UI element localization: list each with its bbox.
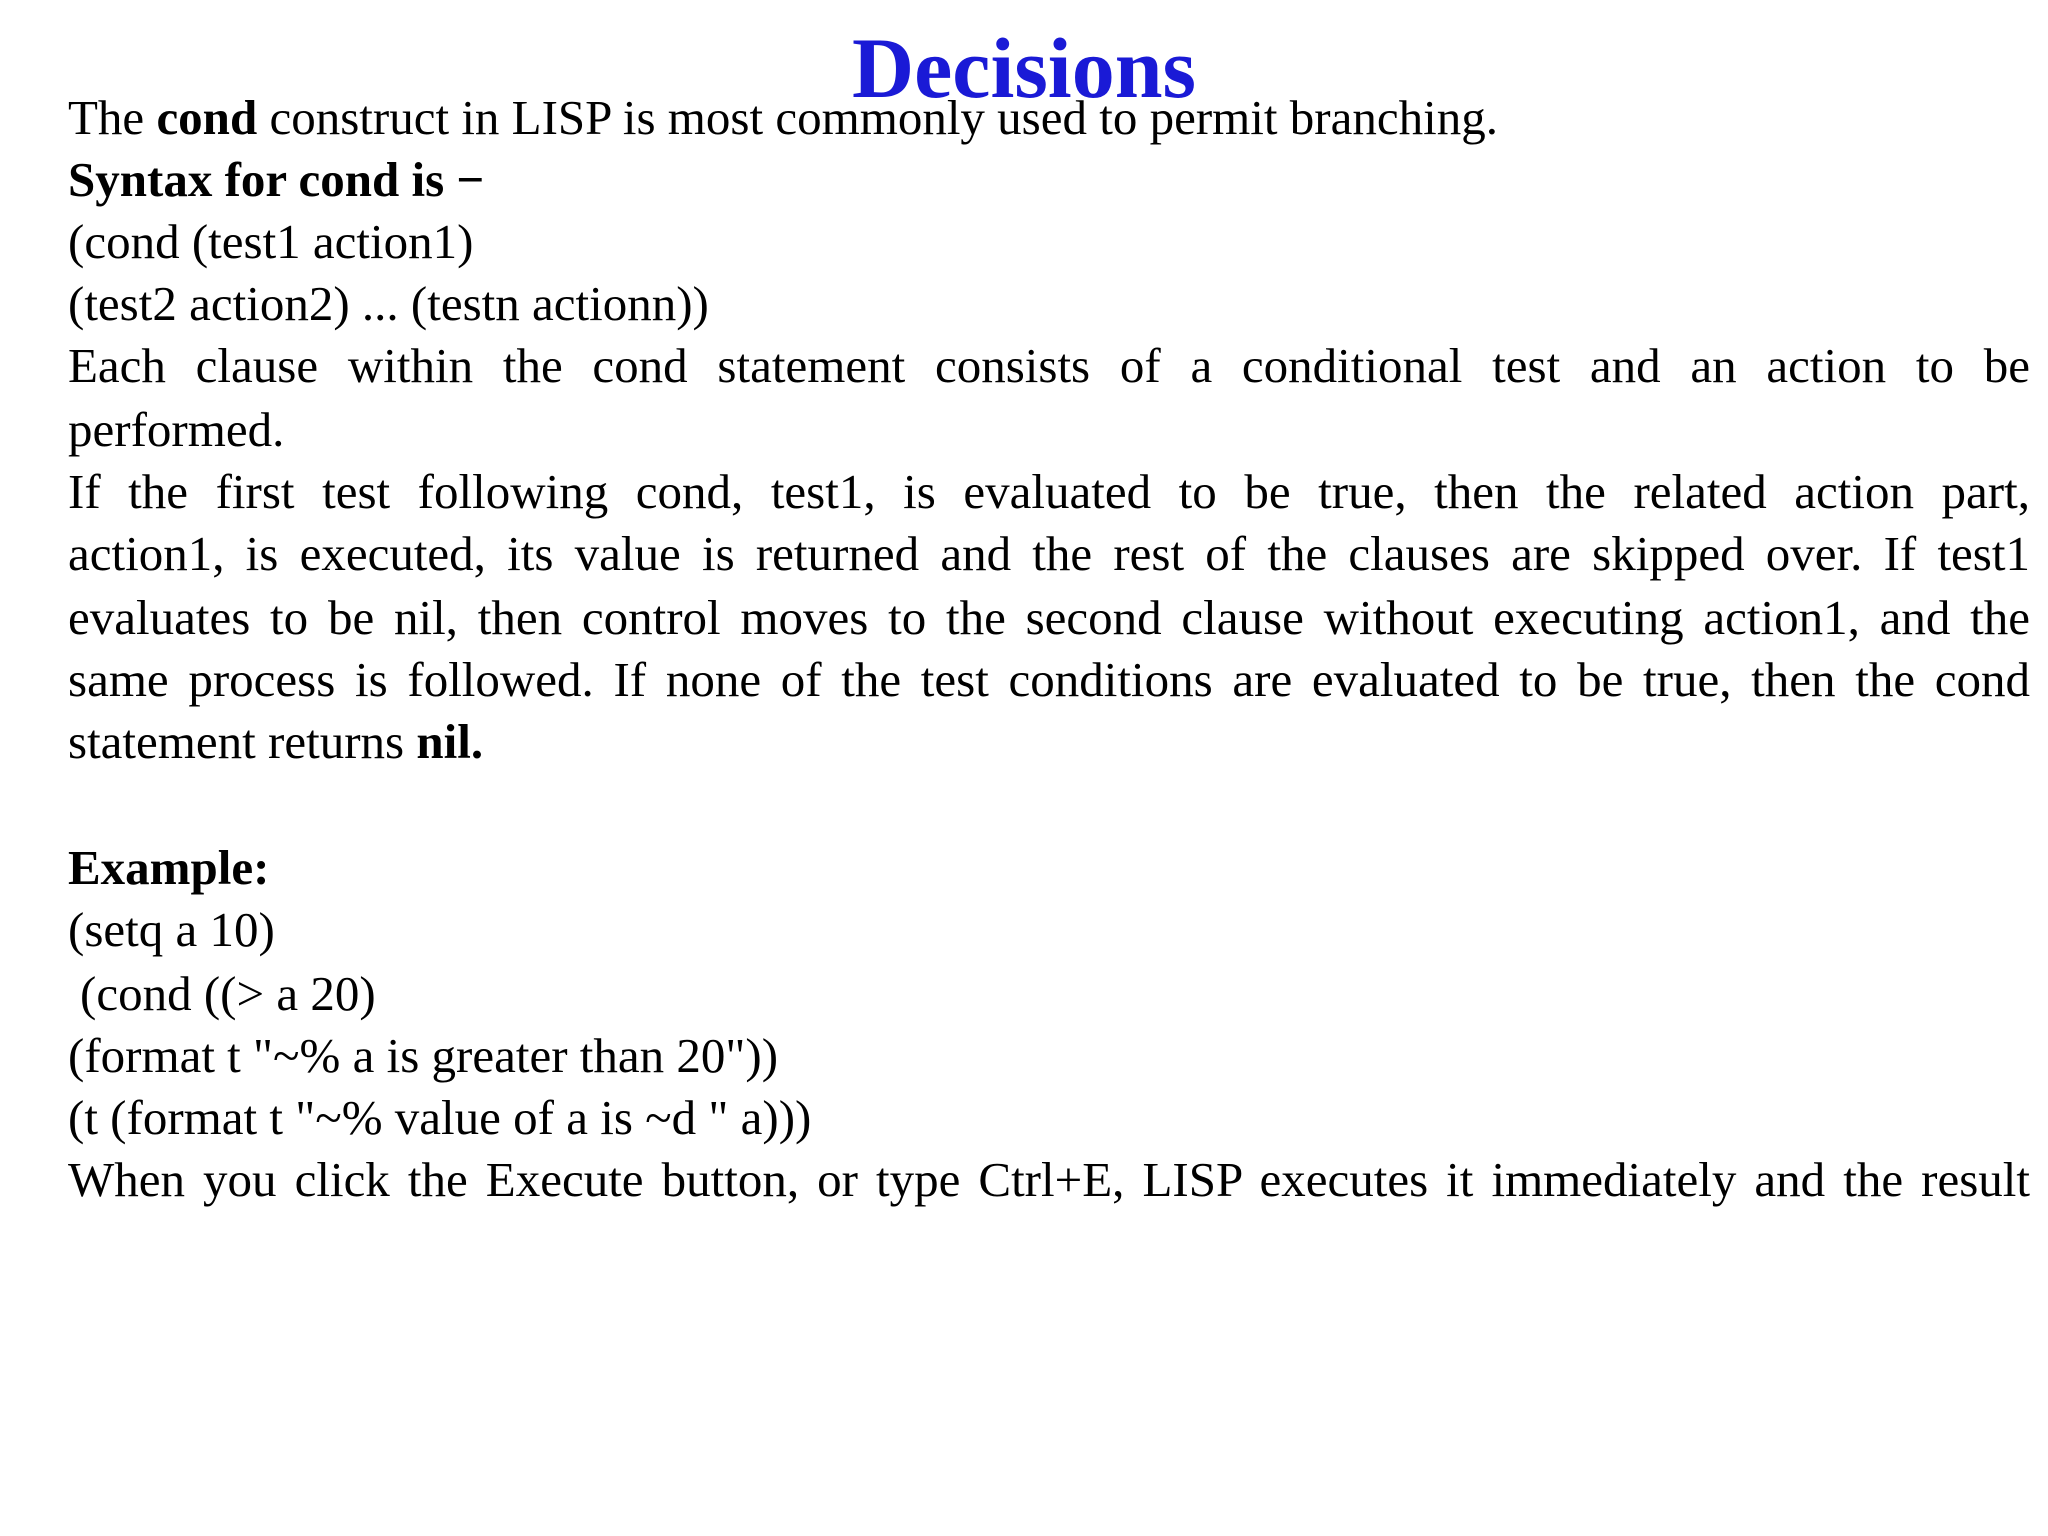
paragraph-line: If the first test following cond, test1, is evaluated to be true, then the related action part, xyxy=(68,464,2030,519)
code-line: (format t "~% a is greater than 20")) xyxy=(68,1028,779,1083)
intro-keyword: cond xyxy=(156,90,258,145)
syntax-heading: Syntax for cond is − xyxy=(68,152,485,207)
code-line: (t (format t "~% value of a is ~d " a))) xyxy=(68,1090,812,1145)
nil-keyword: nil. xyxy=(416,714,484,769)
page-title: Decisions xyxy=(852,20,1196,116)
cutoff-line: When you click the Execute button, or type Ctrl+E, LISP executes it immediately and the result xyxy=(68,1152,2030,1207)
code-line: (setq a 10) xyxy=(68,902,275,957)
paragraph-line: Each clause within the cond statement consists of a conditional test and an action to be xyxy=(68,338,2030,393)
intro-text-post: construct in LISP is most commonly used to permit branching. xyxy=(257,90,1498,145)
paragraph-line: same process is followed. If none of the test conditions are evaluated to be true, then the cond xyxy=(68,652,2030,707)
paragraph-line: evaluates to be nil, then control moves to the second clause without executing action1, and the xyxy=(68,590,2030,645)
intro-text-pre: The xyxy=(68,90,157,145)
paragraph-last-text: statement returns xyxy=(68,714,417,769)
paragraph-line: action1, is executed, its value is returned and the rest of the clauses are skipped over. If test1 xyxy=(68,526,2030,581)
paragraph-last-line xyxy=(68,712,483,772)
syntax-line: (test2 action2) ... (testn actionn)) xyxy=(68,276,709,331)
paragraph-line: performed. xyxy=(68,402,285,457)
syntax-line: (cond (test1 action1) xyxy=(68,214,474,269)
example-heading: Example: xyxy=(68,840,270,895)
intro-line xyxy=(68,88,1498,148)
code-line: (cond ((> a 20) xyxy=(80,966,376,1021)
